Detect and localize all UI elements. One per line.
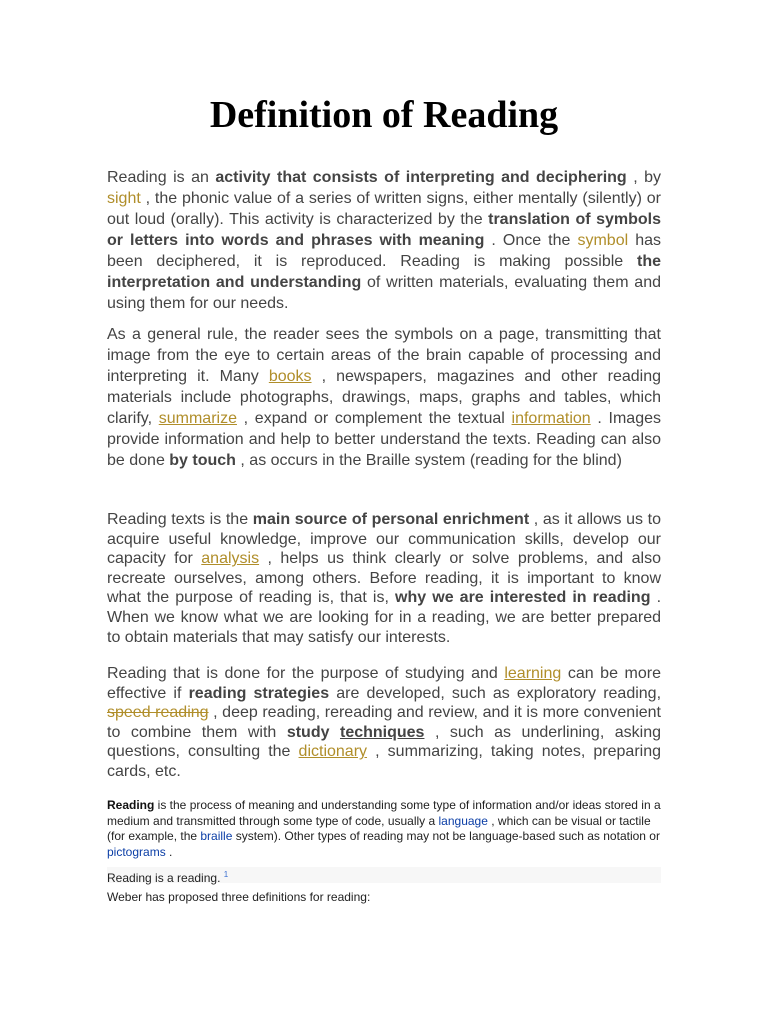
text-run: , such as underlining, asking questions, consulting the [107, 723, 662, 761]
text-run: , as occurs in the Braille system (reading for the blind) [235, 452, 622, 469]
text-run: , which can be visual or tactile (for example, the [107, 813, 651, 844]
text-run: , summarizing, taking notes, preparing cards, etc. [107, 743, 662, 780]
text-run: , as it allows us to acquire useful knowledge, improve our communication skills, develop our capacity for [107, 511, 662, 568]
link-pictograms[interactable]: pictograms [107, 844, 166, 859]
link-summarize[interactable]: summarize [158, 410, 237, 427]
text-run: is the process of meaning and understanding some type of information and/or ideas stored in a medium and transmitted through some type of code, usually a [107, 798, 661, 828]
text-run: Reading texts is the [107, 511, 253, 528]
link-analysis[interactable]: analysis [201, 550, 260, 568]
text-run: , expand or complement the textual [236, 410, 512, 427]
text-run: Reading that is done for the purpose of studying and [107, 665, 505, 682]
text-run: can be more effective if [107, 665, 661, 702]
text-run: , newspapers, magazines and other reading materials include photographs, drawings, maps, graphs and tables, which clarify, [107, 368, 662, 427]
link-techniques[interactable]: techniques [339, 723, 425, 741]
text-run: . When we know what we are looking for in a reading, we are better prepared to obtain materials that may satisfy our interests. [107, 589, 662, 646]
text-run: . Images provide information and help to better understand the texts. Reading can also be done [107, 410, 661, 469]
link-symbol[interactable]: symbol [577, 232, 629, 249]
paragraph-2 [107, 324, 661, 471]
link-symbols[interactable]: symbols [596, 211, 661, 228]
link-information[interactable]: information [511, 410, 591, 427]
definition-paragraph [107, 798, 661, 860]
text-run: . Once the [484, 232, 578, 249]
weber-line: Weber has proposed three definitions for reading: [107, 890, 371, 904]
text-run: are developed, such as exploratory reading, [329, 684, 662, 702]
bold-phrase: translation of [488, 211, 591, 228]
bold-phrase: study [286, 723, 330, 741]
bold-phrase: why we are interested in reading [395, 589, 651, 607]
paragraph-3 [107, 510, 661, 647]
reading-note [107, 867, 661, 883]
bold-term: Reading [107, 798, 155, 812]
link-learning[interactable]: learning [504, 665, 562, 682]
link-language[interactable]: language [438, 813, 488, 828]
bold-phrase: main source of personal enrichment [252, 511, 530, 528]
footnote-reference[interactable]: 1 [223, 870, 229, 879]
bold-phrase: activity that consists of interpreting and deciphering [215, 169, 627, 186]
link-sight[interactable]: sight [107, 190, 141, 207]
paragraph-4 [107, 664, 661, 782]
link-dictionary[interactable]: dictionary [298, 743, 368, 761]
text-run: has been deciphered, it is reproduced. Reading is making possible [107, 232, 661, 270]
bold-phrase: by touch [169, 452, 236, 469]
text-run: , the phonic value of a series of written signs, either mentally (silently) or out loud (orally). This activity is characterized by the [107, 190, 661, 228]
text-run: Reading is a reading. [107, 871, 224, 885]
link-speed-reading[interactable]: speed reading [107, 704, 209, 722]
text-run: Reading is an [107, 169, 216, 186]
text-run: , helps us think clearly or solve problems, and also recreate ourselves, among others. Before reading, it is important to know what the purpose of reading is, that is, [107, 550, 662, 607]
link-braille[interactable]: braille [200, 829, 233, 844]
text-run: , deep reading, rereading and review, and it is more convenient to combine them with [107, 704, 661, 741]
page-title: Definition of Reading [209, 94, 559, 136]
text-run: system). Other types of reading may not be language-based such as notation or [232, 829, 660, 844]
text-run: , by [626, 169, 662, 186]
text-run: . [165, 844, 173, 859]
paragraph-1 [107, 167, 661, 314]
bold-phrase: or letters into words and phrases with meaning [107, 232, 485, 249]
text-run: of written materials, evaluating them and using them for our needs. [107, 274, 662, 312]
text-run: As a general rule, the reader sees the symbols on a page, transmitting that image from the eye to certain areas of the brain capable of processing and interpreting it. Many [107, 326, 661, 385]
bold-phrase: the interpretation and understanding [107, 253, 661, 291]
bold-phrase: reading strategies [188, 684, 330, 702]
link-books[interactable]: books [268, 368, 312, 385]
